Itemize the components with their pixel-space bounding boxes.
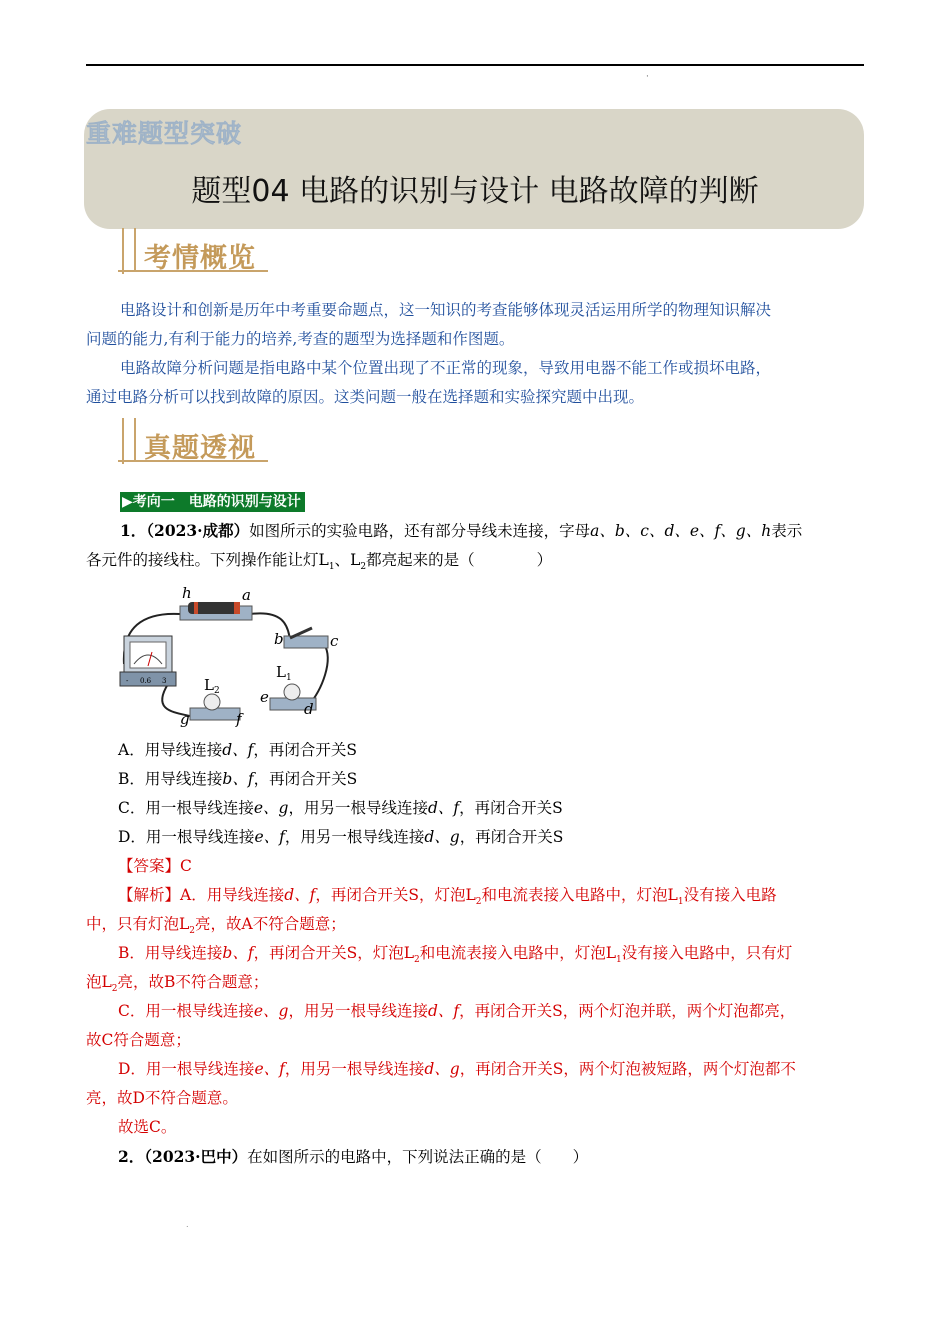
subscript: 2 (414, 955, 420, 966)
subscript: 1 (616, 955, 622, 966)
analysis-var: e、f (254, 1060, 285, 1078)
analysis-c-line2: 故C符合题意； (86, 1031, 191, 1049)
analysis-var: d、g (424, 1060, 460, 1078)
conclusion: 故选C。 (118, 1118, 177, 1136)
answer: 【答案】C (118, 857, 192, 875)
analysis-text: B．用导线连接 (118, 944, 223, 962)
option-text: B．用导线连接 (118, 770, 223, 788)
lamp-l1-figure-label: L (276, 663, 286, 681)
terminal-label-a: a (242, 586, 251, 604)
analysis-d-line2: 亮，故D不符合题意。 (86, 1089, 238, 1107)
option-var: d、g (424, 828, 460, 846)
option-text: ，用另一根导线连接 (288, 799, 428, 817)
option-text: ，再闭合开关S (253, 741, 357, 759)
option-var: e、g (253, 799, 289, 817)
page-title: 题型04 电路的识别与设计 电路故障的判断 (191, 174, 759, 209)
analysis-text: 和电流表接入电路中，灯泡L (481, 886, 678, 904)
terminal-label-e: e (260, 688, 269, 706)
top-rule (86, 64, 864, 66)
q1-stem-line2 (86, 546, 866, 582)
meter-label: - (126, 677, 129, 685)
analysis-text: ，再闭合开关S，两个灯泡并联，两个灯泡都亮， (459, 1002, 796, 1020)
terminal-label-g: g (180, 710, 190, 728)
subscript: 1 (328, 562, 335, 573)
lamp-l1-label: L (318, 551, 329, 569)
subscript: 2 (214, 686, 220, 696)
meter-label: 3 (162, 677, 167, 685)
subscript: 2 (360, 562, 367, 573)
analysis-text: D．用一根导线连接 (118, 1060, 255, 1078)
top-dot: · (646, 72, 649, 82)
terminal-label-f: f (236, 710, 242, 728)
lamp-l2-figure-label: L (204, 676, 214, 694)
q2-stem-text: 在如图所示的电路中，下列说法正确的是（ ） (247, 1148, 589, 1166)
analysis-text: ，用另一根导线连接 (288, 1002, 428, 1020)
option-text: ，再闭合开关S (459, 828, 564, 846)
analysis-d-line1 (118, 1055, 796, 1084)
separator: 、 (334, 551, 351, 569)
subscript: 1 (677, 897, 684, 908)
analysis-text: ，用另一根导线连接 (284, 1060, 425, 1078)
analysis-text: 没有接入电路中，只有灯 (621, 944, 793, 962)
analysis-text: ，再闭合开关S，灯泡L (253, 944, 414, 962)
meter-label: 0.6 (140, 677, 152, 685)
option-d (118, 823, 563, 852)
analysis-text: ，再闭合开关S，灯泡L (315, 886, 476, 904)
option-text: C．用一根导线连接 (118, 799, 254, 817)
subscript: 2 (111, 984, 118, 995)
q1-source: （2023·成都） (146, 521, 250, 540)
q1-stem-text: 如图所示的实验电路，还有部分导线未连接，字母 (249, 522, 591, 540)
section-divider (122, 228, 124, 274)
overview-para1-line2: 问题的能力,有利于能力的培养,考查的题型为选择题和作图题。 (86, 330, 515, 348)
analysis-var: d、f (428, 1002, 460, 1020)
option-a (118, 736, 357, 765)
banner-tag: 重难题型突破 (86, 119, 243, 148)
topic-tag: ▶考向一 电路的识别与设计 (120, 492, 305, 512)
lamp-l2-label: L (350, 551, 361, 569)
analysis-text: ，再闭合开关S，两个灯泡被短路，两个灯泡都不 (459, 1060, 796, 1078)
subscript: 2 (189, 926, 196, 937)
footer-dot: . (186, 1220, 189, 1229)
analysis-text: 没有接入电路 (683, 886, 777, 904)
overview-para2-line2: 通过电路分析可以找到故障的原因。这类问题一般在选择题和实验探究题中出现。 (86, 388, 645, 406)
wire (308, 644, 328, 706)
subscript: 2 (475, 897, 482, 908)
section-divider (134, 418, 136, 460)
option-text: ，用另一根导线连接 (284, 828, 425, 846)
option-var: e、f (254, 828, 285, 846)
battery-terminal (194, 602, 198, 614)
q1-stem-line1 (120, 516, 880, 546)
analysis-text: C．用一根导线连接 (118, 1002, 254, 1020)
terminal-label-b: b (274, 630, 284, 648)
terminal-label-d: d (304, 700, 314, 718)
option-text: ，再闭合开关S (253, 770, 358, 788)
q1-stem-text: 各元件的接线柱。下列操作能让灯 (86, 551, 319, 569)
subscript: 1 (286, 673, 292, 683)
bulb-icon (204, 694, 220, 710)
q1-stem-text: 都亮起来的是（ ） (366, 551, 553, 569)
analysis-c-line1 (118, 997, 795, 1026)
option-var: b、f (222, 770, 254, 788)
overview-para2-line1: 电路故障分析问题是指电路中某个位置出现了不正常的现象，导致用电器不能工作或损坏电路， (120, 359, 772, 377)
terminal-label-c: c (330, 632, 339, 650)
q2-stem (118, 1142, 588, 1172)
option-b (118, 765, 357, 794)
analysis-text: 中，只有灯泡L (86, 915, 190, 933)
section-title-real-questions: 真题透视 (144, 433, 256, 464)
analysis-text: 亮，故A不符合题意； (195, 915, 346, 933)
analysis-text: 【解析】A．用导线连接 (118, 886, 285, 904)
q1-stem-text: 表示 (771, 522, 803, 540)
q1-letters: a、b、c、d、e、f、g、h (590, 522, 772, 540)
q2-source: （2023·巴中） (144, 1147, 248, 1166)
analysis-text: 和电流表接入电路中，灯泡L (419, 944, 617, 962)
analysis-var: b、f (222, 944, 254, 962)
option-text: D．用一根导线连接 (118, 828, 255, 846)
option-text: ，再闭合开关S (459, 799, 563, 817)
q2-number: 2． (118, 1147, 145, 1166)
section-divider (122, 418, 124, 464)
option-var: d、f (428, 799, 460, 817)
analysis-var: e、g (253, 1002, 289, 1020)
bulb-icon (284, 684, 300, 700)
q1-number: 1． (120, 521, 147, 540)
analysis-text: 亮，故B不符合题意； (117, 973, 269, 991)
battery-terminal (234, 602, 240, 614)
option-text: A．用导线连接 (118, 741, 223, 759)
overview-para1-line1: 电路设计和创新是历年中考重要命题点，这一知识的考查能够体现灵活运用所学的物理知识解决 (120, 301, 772, 319)
option-c (118, 794, 563, 823)
circuit-figure (112, 580, 352, 730)
analysis-var: d、f (284, 886, 316, 904)
option-var: d、f (222, 741, 254, 759)
section-title-overview: 考情概览 (144, 243, 256, 274)
section-divider (134, 228, 136, 270)
terminal-label-h: h (182, 584, 192, 602)
analysis-text: 泡L (86, 973, 112, 991)
